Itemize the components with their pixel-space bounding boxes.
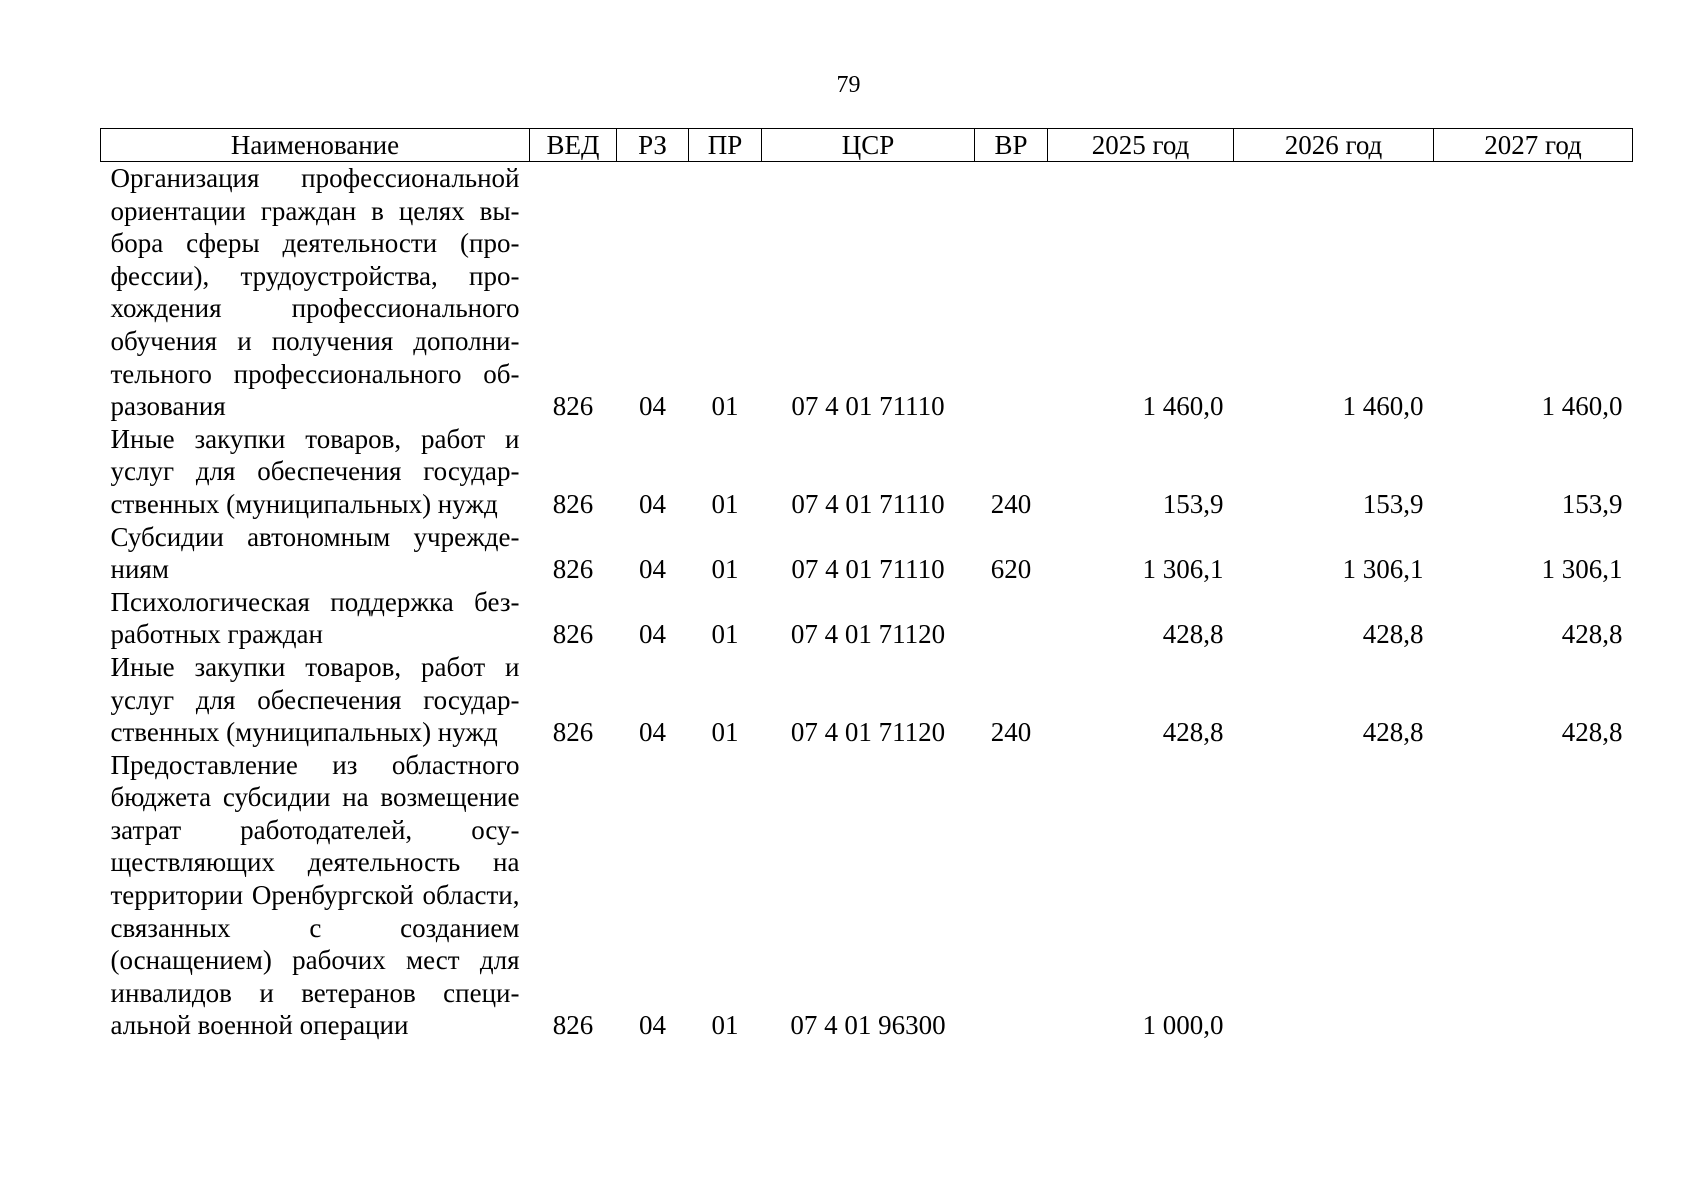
table-body — [101, 162, 1633, 1043]
row-rz: 04 — [639, 391, 666, 422]
header-vr: ВР — [975, 129, 1048, 162]
table-row — [101, 423, 1633, 521]
row-ved: 826 — [552, 554, 594, 585]
page-number: 79 — [836, 72, 861, 98]
table-row — [101, 586, 1633, 651]
row-2025: 428,8 — [1162, 619, 1224, 650]
header-row — [101, 129, 1633, 162]
table-header — [101, 129, 1633, 162]
row-pr: 01 — [711, 554, 739, 585]
row-vr: 240 — [990, 717, 1032, 748]
row-2025: 1 306,1 — [1142, 554, 1224, 585]
row-ved: 826 — [552, 619, 594, 650]
row-2026: 428,8 — [1362, 717, 1424, 748]
table-row — [101, 521, 1633, 586]
row-2026: 1 460,0 — [1342, 391, 1424, 422]
row-ved: 826 — [552, 1010, 594, 1041]
header-rz: РЗ — [617, 129, 689, 162]
header-2027: 2027 год — [1434, 129, 1633, 162]
row-name: Иные закупки товаров, работ и услуг для обеспечения государственных (муниципальных) нужд — [110, 651, 520, 748]
row-pr: 01 — [711, 488, 739, 519]
row-name: Предоставление из областного бюджета субсидии на возмещение затрат работодателей, осуществляющих деятельность на территории Оренбургской области, связанных с созданием (оснащением) рабочих мест для инвалидов и ветеранов специальной военной операции — [110, 749, 520, 1041]
header-name: Наименование — [101, 129, 530, 162]
row-2027: 153,9 — [1561, 488, 1623, 519]
header-ved: ВЕД — [530, 129, 617, 162]
row-vr — [975, 586, 1048, 651]
header-2026: 2026 год — [1234, 129, 1434, 162]
row-rz: 04 — [639, 1010, 666, 1041]
row-vr: 240 — [990, 488, 1032, 519]
row-ved: 826 — [552, 391, 594, 422]
table-row — [101, 749, 1633, 1042]
row-2025: 428,8 — [1162, 717, 1224, 748]
row-csr: 07 4 01 71110 — [791, 488, 945, 519]
row-name: Психологическая поддержка безработных граждан — [110, 586, 520, 650]
row-2025: 1 460,0 — [1142, 391, 1224, 422]
row-pr: 01 — [711, 391, 739, 422]
row-2025: 153,9 — [1162, 488, 1224, 519]
row-csr: 07 4 01 71120 — [790, 619, 946, 650]
row-rz: 04 — [639, 619, 666, 650]
row-vr: 620 — [990, 554, 1032, 585]
header-csr: ЦСР — [762, 129, 975, 162]
row-rz: 04 — [639, 554, 666, 585]
row-name: Иные закупки товаров, работ и услуг для обеспечения государственных (муниципальных) нужд — [110, 423, 520, 519]
row-2027 — [1434, 749, 1633, 1042]
budget-table — [100, 128, 1633, 1042]
row-csr: 07 4 01 71110 — [791, 554, 945, 585]
row-vr — [975, 162, 1048, 423]
header-pr: ПР — [689, 129, 762, 162]
table-row — [101, 651, 1633, 749]
row-2025: 1 000,0 — [1142, 1010, 1224, 1041]
row-2027: 1 306,1 — [1541, 554, 1623, 585]
row-ved: 826 — [552, 717, 594, 748]
row-pr: 01 — [711, 619, 739, 650]
row-csr: 07 4 01 71120 — [790, 717, 946, 748]
row-rz: 04 — [639, 717, 666, 748]
row-vr — [975, 749, 1048, 1042]
table-row — [101, 162, 1633, 423]
row-2027: 428,8 — [1561, 619, 1623, 650]
row-rz: 04 — [639, 488, 666, 519]
row-name: Организация профессиональной ориентации граждан в целях выбора сферы деятельности (профессии), трудоустройства, прохождения профессионального обучения и получения дополнительного профессионального образования — [110, 163, 520, 422]
row-csr: 07 4 01 96300 — [790, 1010, 946, 1041]
row-csr: 07 4 01 71110 — [791, 391, 945, 422]
header-2025: 2025 год — [1048, 129, 1234, 162]
row-pr: 01 — [711, 1010, 739, 1041]
row-ved: 826 — [552, 488, 594, 519]
row-2026: 428,8 — [1362, 619, 1424, 650]
row-2027: 428,8 — [1561, 717, 1623, 748]
row-pr: 01 — [711, 717, 739, 748]
row-2026: 1 306,1 — [1342, 554, 1424, 585]
row-2026: 153,9 — [1362, 488, 1424, 519]
row-2026 — [1234, 749, 1434, 1042]
row-2027: 1 460,0 — [1541, 391, 1623, 422]
row-name: Субсидии автономным учреждениям — [110, 521, 520, 585]
